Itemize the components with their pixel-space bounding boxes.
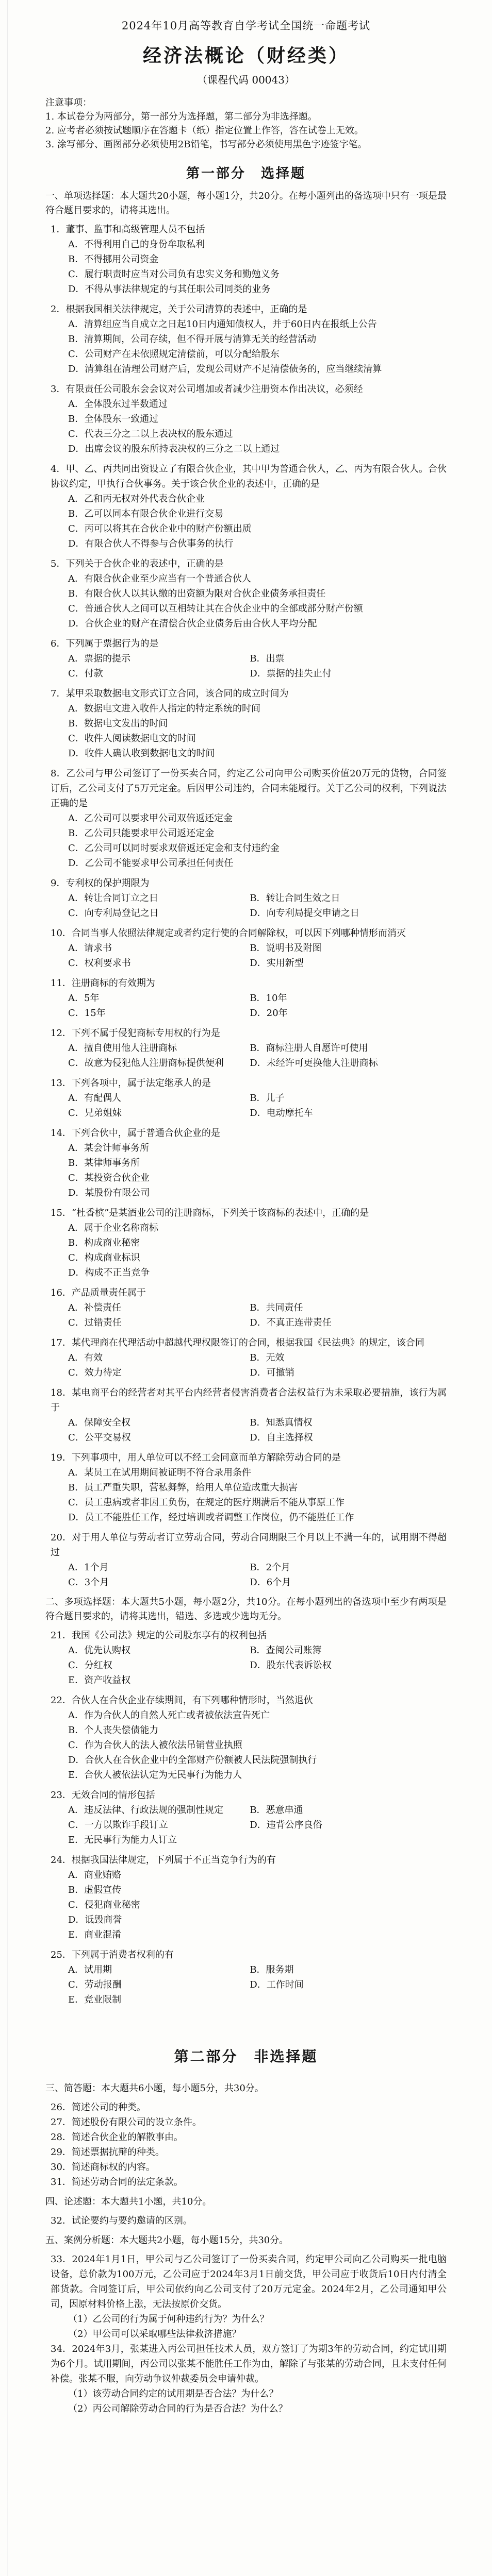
answer-option: D．6个月 — [250, 1577, 291, 1588]
answer-option: C．分红权 — [68, 1660, 112, 1671]
answer-option: A．有效 — [68, 1352, 103, 1363]
answer-option: D．电动摩托车 — [250, 1108, 313, 1118]
single-choice-question — [45, 976, 447, 1021]
answer-option: C．效力待定 — [68, 1367, 122, 1378]
single-choice-question — [45, 462, 447, 551]
answer-option: B．个人丧失偿债能力 — [68, 1725, 159, 1736]
single-choice-question — [45, 926, 447, 971]
option-list — [45, 891, 447, 921]
section4-heading: 四、论述题：本大题共1小题，共10分。 — [45, 2196, 212, 2207]
answer-option: D．合伙企业的财产在清偿合伙企业债务后由合伙人平均分配 — [68, 618, 317, 629]
answer-option: D．出席会议的股东所持表决权的三分之二以上通过 — [68, 444, 280, 454]
case-question: （2）甲公司可以采取哪些法律救济措施？ — [68, 2329, 241, 2340]
section3-heading: 三、简答题：本大题共6小题，每小题5分，共30分。 — [45, 2083, 264, 2094]
single-choice-question — [45, 686, 447, 761]
answer-option: C．劳动报酬 — [68, 1979, 122, 1990]
answer-option: C．员工患病或者非因工负伤，在规定的医疗期满后不能从事原工作 — [68, 1497, 345, 1508]
answer-option: A．数据电文进入收件人指定的特定系统的时间 — [68, 703, 260, 714]
part2-title: 第二部分 非选择题 — [174, 2048, 318, 2065]
essay-question: 32．试论要约与要约邀请的区别。 — [51, 2215, 192, 2226]
answer-option: A．请求书 — [68, 943, 112, 954]
single-choice-question — [45, 1026, 447, 1071]
option-list — [45, 991, 447, 1021]
answer-option: B．数据电文发出的时间 — [68, 718, 168, 729]
answer-option: D．构成不正当竞争 — [68, 1267, 150, 1278]
single-choice-question — [45, 1126, 447, 1200]
question-stem: 2．根据我国相关法律规定，关于公司清算的表述中，正确的是 — [51, 304, 307, 315]
question-stem: 9．专利权的保护期限为 — [51, 878, 150, 889]
answer-option: A．票据的提示 — [68, 653, 130, 664]
answer-option: C．代表三分之二以上表决权的股东通过 — [68, 429, 233, 439]
answer-option: A．不得利用自己的身份牟取私利 — [68, 239, 205, 250]
option-list — [45, 811, 447, 871]
question-stem: 18．某电商平台的经营者对其平台内经营者侵害消费者合法权益行为未采取必要措施，该行为属于 — [51, 1387, 447, 1413]
answer-option: C．过错责任 — [68, 1317, 122, 1328]
case-text: 34．2024年3月，张某进入丙公司担任技术人员，双方签订了为期3年的劳动合同，约定试用期为6个月。试用期间，丙公司以张某不能胜任工作为由，解除了与张某的劳动合同，且未支付任何补偿。张某不服，向劳动争议仲裁委员会申请仲裁。 — [51, 2344, 447, 2384]
question-stem: 17．某代理商在代理活动中超越代理权限签订的合同，根据我国《民法典》的规定，该合同 — [51, 1337, 424, 1348]
notes-line: 注意事项： — [45, 97, 92, 108]
answer-option: C．一方以欺诈手段订立 — [68, 1820, 168, 1831]
option-list — [45, 492, 447, 551]
answer-option: A．试用期 — [68, 1964, 112, 1975]
short-answer-question: 29．简述票据抗辩的种类。 — [51, 2147, 165, 2158]
answer-option: D．票据的挂失止付 — [250, 668, 332, 679]
notes-line: 3. 涂写部分、画图部分必须使用2B铅笔，书写部分必须使用黑色字迹签字笔。 — [45, 139, 367, 150]
option-list — [45, 317, 447, 377]
single-choice-question — [45, 766, 447, 871]
option-list — [45, 1868, 447, 1942]
case-text: 33．2024年1月1日，甲公司与乙公司签订了一份买卖合同，约定甲公司向乙公司购买一批电脑设备，总价款为100万元，乙公司应于2024年3月1日前交货，甲公司应于收货后10日内付清全部货款。合同签订后，甲公司依约向乙公司支付了20万元定金。2024年2月，乙公司通知甲公司，因原材料价格上涨，无法按原价交货。 — [51, 2254, 447, 2310]
question-stem: 16．产品质量责任属于 — [51, 1287, 146, 1298]
question-stem: 11．注册商标的有效期为 — [51, 978, 155, 989]
answer-option: C．故意为侵犯他人注册商标提供便利 — [68, 1058, 224, 1069]
short-answer-question: 31．简述劳动合同的法定条款。 — [51, 2177, 183, 2188]
multi-choice-question — [45, 1853, 447, 1942]
answer-option: A．5年 — [68, 993, 100, 1004]
case-question: （2）丙公司解除劳动合同的行为是否合法？为什么？ — [68, 2403, 288, 2414]
single-choice-question — [45, 1530, 447, 1590]
answer-option: A．补偿责任 — [68, 1302, 121, 1313]
option-list — [45, 1300, 447, 1330]
answer-option: D．有限合伙人不得参与合伙事务的执行 — [68, 538, 234, 549]
answer-option: D．可撤销 — [250, 1367, 294, 1378]
answer-option: A．某员工在试用期间被证明不符合录用条件 — [68, 1467, 251, 1478]
answer-option: B．全体股东一致通过 — [68, 414, 159, 425]
question-stem: 8．乙公司与甲公司签订了一份买卖合同，约定乙公司向甲公司购买价值20万元的货物，合同签订后，乙公司支付了5万元定金。后因甲公司违约，合同未能履行。关于乙公司的权利，下列说法正确的是 — [51, 768, 447, 809]
answer-option: D．不真正连带责任 — [250, 1317, 332, 1328]
answer-option: A．有配偶人 — [68, 1093, 121, 1104]
exam-notes — [45, 96, 447, 151]
short-answer-question: 27．简述股份有限公司的设立条件。 — [51, 2117, 202, 2128]
answer-option: C．普通合伙人之间可以互相转让其在合伙企业中的全部或部分财产份额 — [68, 603, 363, 614]
short-answer-question: 30．简述商标权的内容。 — [51, 2162, 155, 2173]
answer-option: A．作为合伙人的自然人死亡或者被依法宣告死亡 — [68, 1710, 270, 1721]
answer-option: C．乙公司可以同时要求双倍返还定金和支付违约金 — [68, 843, 280, 854]
answer-option: D．员工不能胜任工作，经过培训或者调整工作岗位，仍不能胜任工作 — [68, 1512, 354, 1523]
answer-option: C．丙可以将其在合伙企业中的财产份额出质 — [68, 523, 252, 534]
option-list — [45, 941, 447, 971]
answer-option: D．未经许可更换他人注册商标 — [250, 1058, 378, 1069]
answer-option: A．有限合伙企业至少应当有一个普通合伙人 — [68, 573, 251, 584]
answer-option: E．资产收益权 — [68, 1675, 131, 1686]
essay-list — [45, 2213, 447, 2228]
option-list — [45, 571, 447, 631]
answer-option: B．出票 — [250, 653, 285, 664]
answer-option: C．公司财产在未依照规定清偿前，可以分配给股东 — [68, 349, 280, 360]
answer-option: B．商标注册人自愿许可使用 — [250, 1043, 368, 1054]
option-list — [45, 1560, 447, 1590]
answer-option: A．清算组应当自成立之日起10日内通知债权人，并于60日内在报纸上公告 — [68, 319, 377, 330]
option-list — [45, 1803, 447, 1848]
answer-option: E．商业混淆 — [68, 1929, 122, 1940]
answer-option: A．转让合同订立之日 — [68, 893, 158, 904]
question-stem: 3．有限责任公司股东会会议对公司增加或者减少注册资本作出决议，必须经 — [51, 384, 363, 395]
question-stem: 1．董事、监事和高级管理人员不包括 — [51, 224, 205, 235]
option-list — [45, 651, 447, 681]
answer-option: C．构成商业标识 — [68, 1252, 140, 1263]
answer-option: C．付款 — [68, 668, 103, 679]
question-stem: 22．合伙人在合伙企业存续期间，有下列哪种情形时，当然退伙 — [51, 1695, 313, 1706]
multi-choice-question — [45, 1693, 447, 1783]
answer-option: B．某律师事务所 — [68, 1158, 140, 1168]
short-answer-question: 28．简述合伙企业的解散事由。 — [51, 2132, 183, 2143]
answer-option: C．3个月 — [68, 1577, 109, 1588]
answer-option: A．全体股东过半数通过 — [68, 399, 168, 410]
short-answer-list — [45, 2100, 447, 2190]
answer-option: B．乙可以同本有限合伙企业进行交易 — [68, 509, 224, 519]
option-list — [45, 1415, 447, 1445]
section1-heading: 一、单项选择题：本大题共20小题，每小题1分，共20分。在每小题列出的备选项中只有一项是最符合题目要求的，请将其选出。 — [45, 191, 447, 216]
answer-option: D．某股份有限公司 — [68, 1188, 150, 1198]
answer-option: A．乙公司可以要求甲公司双倍返还定金 — [68, 813, 233, 824]
answer-option: C．兄弟姐妹 — [68, 1108, 122, 1118]
question-stem: 14．下列合伙中，属于普通合伙企业的是 — [51, 1128, 220, 1139]
multi-choice-list — [45, 1628, 447, 2007]
question-stem: 10．合同当事人依照法律规定或者约定行使的合同解除权，可以因下列哪种情形而消灭 — [51, 928, 406, 939]
notes-line: 1. 本试卷分为两部分，第一部分为选择题，第二部分为非选择题。 — [45, 111, 317, 122]
course-code: （课程代码 00043） — [197, 74, 295, 86]
answer-option: B．10年 — [250, 993, 287, 1004]
answer-option: B．说明书及附图 — [250, 943, 322, 954]
single-choice-question — [45, 1076, 447, 1121]
answer-option: D．合伙人在合伙企业中的全部财产份额被人民法院强制执行 — [68, 1755, 317, 1766]
question-stem: 21．我国《公司法》规定的公司股东享有的权利包括 — [51, 1630, 267, 1641]
answer-option: D．乙公司不能要求甲公司承担任何责任 — [68, 858, 234, 869]
single-choice-question — [45, 1335, 447, 1380]
case-question: （1）该劳动合同约定的试用期是否合法？为什么？ — [68, 2388, 278, 2399]
question-stem: 24．根据我国法律规定，下列属于不正当竞争行为的有 — [51, 1855, 276, 1866]
answer-option: C．公平交易权 — [68, 1432, 131, 1443]
answer-option: B．无效 — [250, 1352, 285, 1363]
answer-option: B．知悉真情权 — [250, 1417, 313, 1428]
question-stem: 15．“杜香槟”是某酒业公司的注册商标，下列关于该商标的表述中，正确的是 — [51, 1208, 369, 1218]
answer-option: B．共同责任 — [250, 1302, 303, 1313]
question-stem: 5．下列关于合伙企业的表述中，正确的是 — [51, 558, 224, 569]
answer-option: E．无民事行为能力人订立 — [68, 1835, 177, 1845]
answer-option: D．清算组在清理公司财产后，发现公司财产不足清偿债务的，应当继续清算 — [68, 364, 382, 375]
single-choice-question — [45, 876, 447, 921]
answer-option: B．2个月 — [250, 1562, 290, 1573]
single-choice-question — [45, 636, 447, 681]
answer-option: D．违背公序良俗 — [250, 1820, 322, 1831]
answer-option: B．清算期间，公司存续，但不得开展与清算无关的经营活动 — [68, 334, 317, 345]
answer-option: A．1个月 — [68, 1562, 109, 1573]
answer-option: B．查阅公司账簿 — [250, 1645, 322, 1656]
answer-option: E．合伙人被依法认定为无民事行为能力人 — [68, 1770, 242, 1781]
answer-option: B．转让合同生效之日 — [250, 893, 340, 904]
answer-option: C．作为合伙人的法人被依法吊销营业执照 — [68, 1740, 242, 1751]
option-list — [45, 1091, 447, 1121]
answer-option: D．向专利局提交申请之日 — [250, 908, 359, 919]
answer-option: C．履行职责时应当对公司负有忠实义务和勤勉义务 — [68, 269, 280, 280]
option-list — [45, 237, 447, 297]
answer-option: D．工作时间 — [250, 1979, 304, 1990]
multi-choice-question — [45, 1947, 447, 2007]
option-list — [45, 1465, 447, 1525]
answer-option: D．自主选择权 — [250, 1432, 313, 1443]
question-stem: 23．无效合同的情形包括 — [51, 1790, 155, 1801]
answer-option: D．不得从事法律规定的与其任职公司同类的业务 — [68, 284, 271, 295]
question-stem: 25．下列属于消费者权利的有 — [51, 1950, 174, 1960]
option-list — [45, 701, 447, 761]
answer-option: D．股东代表诉讼权 — [250, 1660, 332, 1671]
answer-option: A．违反法律、行政法规的强制性规定 — [68, 1805, 223, 1816]
option-list — [45, 1643, 447, 1688]
single-choice-question — [45, 1385, 447, 1445]
option-list — [45, 1041, 447, 1071]
exam-header — [45, 18, 447, 87]
answer-option: B．构成商业秘密 — [68, 1238, 140, 1248]
answer-option: C．某投资合伙企业 — [68, 1173, 150, 1183]
multi-choice-question — [45, 1788, 447, 1848]
section5-heading: 五、案例分析题：本大题共2小题，每小题15分，共30分。 — [45, 2235, 289, 2246]
answer-option: D．20年 — [250, 1008, 288, 1019]
option-list — [45, 1221, 447, 1280]
single-choice-question — [45, 1206, 447, 1280]
part1-title: 第一部分 选择题 — [186, 166, 306, 181]
answer-option: D．收件人确认收到数据电文的时间 — [68, 748, 215, 759]
answer-option: D．实用新型 — [250, 958, 304, 969]
question-stem: 6．下列属于票据行为的是 — [51, 638, 159, 649]
answer-option: B．有限合伙人以其认缴的出资额为限对合伙企业债务承担责任 — [68, 588, 326, 599]
option-list — [45, 1962, 447, 2007]
single-choice-question — [45, 302, 447, 377]
option-list — [45, 1708, 447, 1783]
answer-option: A．某会计师事务所 — [68, 1143, 149, 1154]
answer-option: B．恶意串通 — [250, 1805, 303, 1816]
question-stem: 13．下列各项中，属于法定继承人的是 — [51, 1078, 211, 1089]
answer-option: C．向专利局登记之日 — [68, 908, 159, 919]
answer-option: B．员工严重失职，营私舞弊，给用人单位造成重大损害 — [68, 1482, 298, 1493]
notes-line: 2. 应考者必须按试题顺序在答题卡（纸）指定位置上作答，答在试卷上无效。 — [45, 125, 364, 136]
single-choice-question — [45, 556, 447, 631]
single-choice-question — [45, 382, 447, 456]
answer-option: B．乙公司只能要求甲公司返还定金 — [68, 828, 215, 839]
question-stem: 4．甲、乙、丙共同出资设立了有限合伙企业，其中甲为普通合伙人，乙、丙为有限合伙人。合伙协议约定，甲执行合伙事务。关于该合伙企业的表述中，正确的是 — [51, 464, 447, 489]
answer-option: B．不得挪用公司资金 — [68, 254, 159, 265]
answer-option: C．权利要求书 — [68, 958, 131, 969]
option-list — [45, 1350, 447, 1380]
answer-option: A．擅自使用他人注册商标 — [68, 1043, 177, 1054]
answer-option: C．侵犯商业秘密 — [68, 1900, 140, 1910]
answer-option: C．收件人阅读数据电文的时间 — [68, 733, 196, 744]
answer-option: C．15年 — [68, 1008, 106, 1019]
single-choice-question — [45, 1285, 447, 1330]
question-stem: 12．下列不属于侵犯商标专用权的行为是 — [51, 1028, 220, 1039]
answer-option: B．虚假宣传 — [68, 1885, 122, 1895]
single-choice-list — [45, 222, 447, 1590]
answer-option: A．优先认购权 — [68, 1645, 130, 1656]
answer-option: A．商业贿赂 — [68, 1870, 121, 1880]
answer-option: B．服务期 — [250, 1964, 294, 1975]
case-question: （1）乙公司的行为属于何种违约行为？为什么？ — [68, 2314, 269, 2325]
answer-option: A．属于企业名称商标 — [68, 1223, 158, 1233]
section2-heading: 二、多项选择题：本大题共5小题，每小题2分，共10分。在每小题列出的备选项中至少有两项是符合题目要求的，请将其选出，错选、多选或少选均无分。 — [45, 1597, 447, 1622]
single-choice-question — [45, 222, 447, 297]
option-list — [45, 397, 447, 456]
answer-option: A．保障安全权 — [68, 1417, 130, 1428]
short-answer-question: 26．简述公司的种类。 — [51, 2102, 146, 2113]
question-stem: 7．某甲采取数据电文形式订立合同，该合同的成立时间为 — [51, 688, 289, 699]
answer-option: E．竞业限制 — [68, 1994, 122, 2005]
answer-option: B．儿子 — [250, 1093, 285, 1104]
question-stem: 20．对于用人单位与劳动者订立劳动合同，劳动合同期限三个月以上不满一年的，试用期不得超过 — [51, 1532, 447, 1558]
exam-line: 2024年10月高等教育自学考试全国统一命题考试 — [121, 20, 371, 32]
question-stem: 19．下列事项中，用人单位可以不经工会同意而单方解除劳动合同的是 — [51, 1452, 341, 1463]
option-list — [45, 1141, 447, 1200]
answer-option: D．诋毁商誉 — [68, 1914, 122, 1925]
answer-option: A．乙和丙无权对外代表合伙企业 — [68, 494, 205, 504]
page-title: 经济法概论（财经类） — [142, 45, 349, 66]
case-analysis — [45, 2252, 447, 2416]
single-choice-question — [45, 1450, 447, 1525]
multi-choice-question — [45, 1628, 447, 1688]
